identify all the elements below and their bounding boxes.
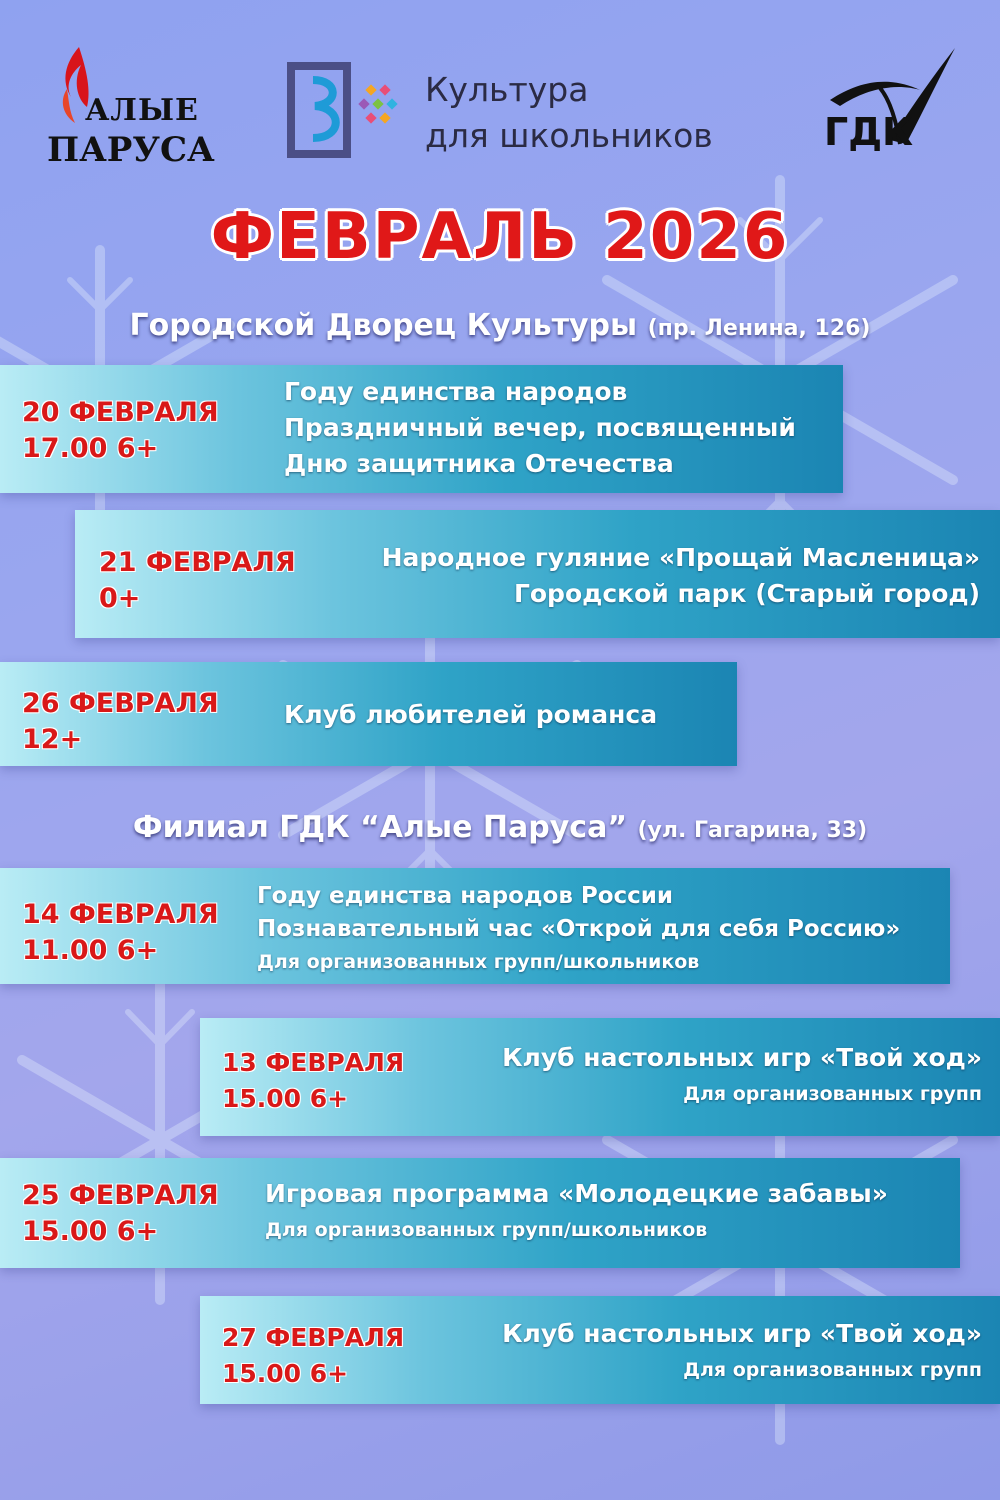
- event-line: Праздничный вечер, посвященный: [284, 413, 796, 442]
- event-details: [284, 374, 796, 482]
- event-date-label: 13 ФЕВРАЛЯ: [222, 1048, 405, 1077]
- event-time: 12+: [22, 724, 83, 755]
- event-line: Игровая программа «Молодецкие забавы»: [265, 1179, 888, 1208]
- event-line: Году единства народов: [284, 377, 628, 406]
- event-time: 0+: [99, 583, 141, 614]
- event-line: Клуб любителей романса: [284, 700, 658, 729]
- event-line: Познавательный час «Открой для себя Россию»: [257, 916, 901, 942]
- logo-left-line1: АЛЫЕ: [85, 93, 199, 128]
- event-line: Народное гуляние «Прощай Масленица»: [381, 543, 980, 572]
- event-line: Городской парк (Старый город): [513, 579, 980, 608]
- event-date: [99, 545, 296, 617]
- page-title: ФЕВРАЛЬ 2026: [210, 200, 790, 274]
- event-date-label: 20 ФЕВРАЛЯ: [22, 397, 219, 428]
- event-line: Клуб настольных игр «Твой ход»: [502, 1043, 982, 1072]
- logo-alye-parusa: [45, 45, 215, 170]
- event-line: Для организованных групп/школьников: [265, 1219, 708, 1241]
- event-date: [22, 1178, 219, 1250]
- event-details: [284, 697, 657, 733]
- event-date: [22, 897, 219, 969]
- logo-left-line2: ПАРУСА: [47, 130, 215, 170]
- logo-right-text: ГДК: [824, 110, 914, 154]
- event-line: Клуб настольных игр «Твой ход»: [502, 1319, 982, 1348]
- event-date: [222, 1045, 404, 1117]
- kultura-mark-icon: [285, 60, 415, 160]
- event-details: [502, 1040, 982, 1112]
- event-line: Дню защитника Отечества: [284, 449, 674, 478]
- event-line: Для организованных групп: [683, 1083, 982, 1105]
- event-date: [22, 686, 219, 758]
- logo-kultura: [285, 60, 745, 160]
- event-date-label: 26 ФЕВРАЛЯ: [22, 688, 219, 719]
- venue-address: (пр. Ленина, 126): [647, 316, 871, 341]
- event-time: 17.00 6+: [22, 433, 159, 464]
- venue-heading-1: [0, 308, 1000, 343]
- logo-center-line2: для школьников: [425, 116, 713, 155]
- event-details: [502, 1316, 982, 1388]
- venue-heading-2: [0, 810, 1000, 845]
- event-line: Для организованных групп: [683, 1359, 982, 1381]
- logo-center-line1: Культура: [425, 70, 589, 109]
- venue-name: Филиал ГДК “Алые Паруса”: [132, 810, 628, 845]
- event-date: [222, 1320, 404, 1392]
- event-details: [257, 880, 900, 979]
- venue-name: Городской Дворец Культуры: [129, 308, 638, 343]
- event-date-label: 14 ФЕВРАЛЯ: [22, 899, 219, 930]
- event-date: [22, 395, 219, 467]
- venue-address: (ул. Гагарина, 33): [637, 818, 868, 843]
- event-date-label: 25 ФЕВРАЛЯ: [22, 1180, 219, 1211]
- event-line: Году единства народов России: [257, 883, 674, 909]
- event-details: [382, 540, 980, 612]
- event-time: 15.00 6+: [222, 1084, 349, 1113]
- event-date-label: 27 ФЕВРАЛЯ: [222, 1323, 405, 1352]
- event-time: 15.00 6+: [222, 1359, 349, 1388]
- event-time: 15.00 6+: [22, 1216, 159, 1247]
- event-line: Для организованных групп/школьников: [257, 951, 700, 973]
- event-time: 11.00 6+: [22, 935, 159, 966]
- event-details: [265, 1176, 888, 1248]
- event-date-label: 21 ФЕВРАЛЯ: [99, 547, 296, 578]
- logo-gdk: [820, 40, 960, 160]
